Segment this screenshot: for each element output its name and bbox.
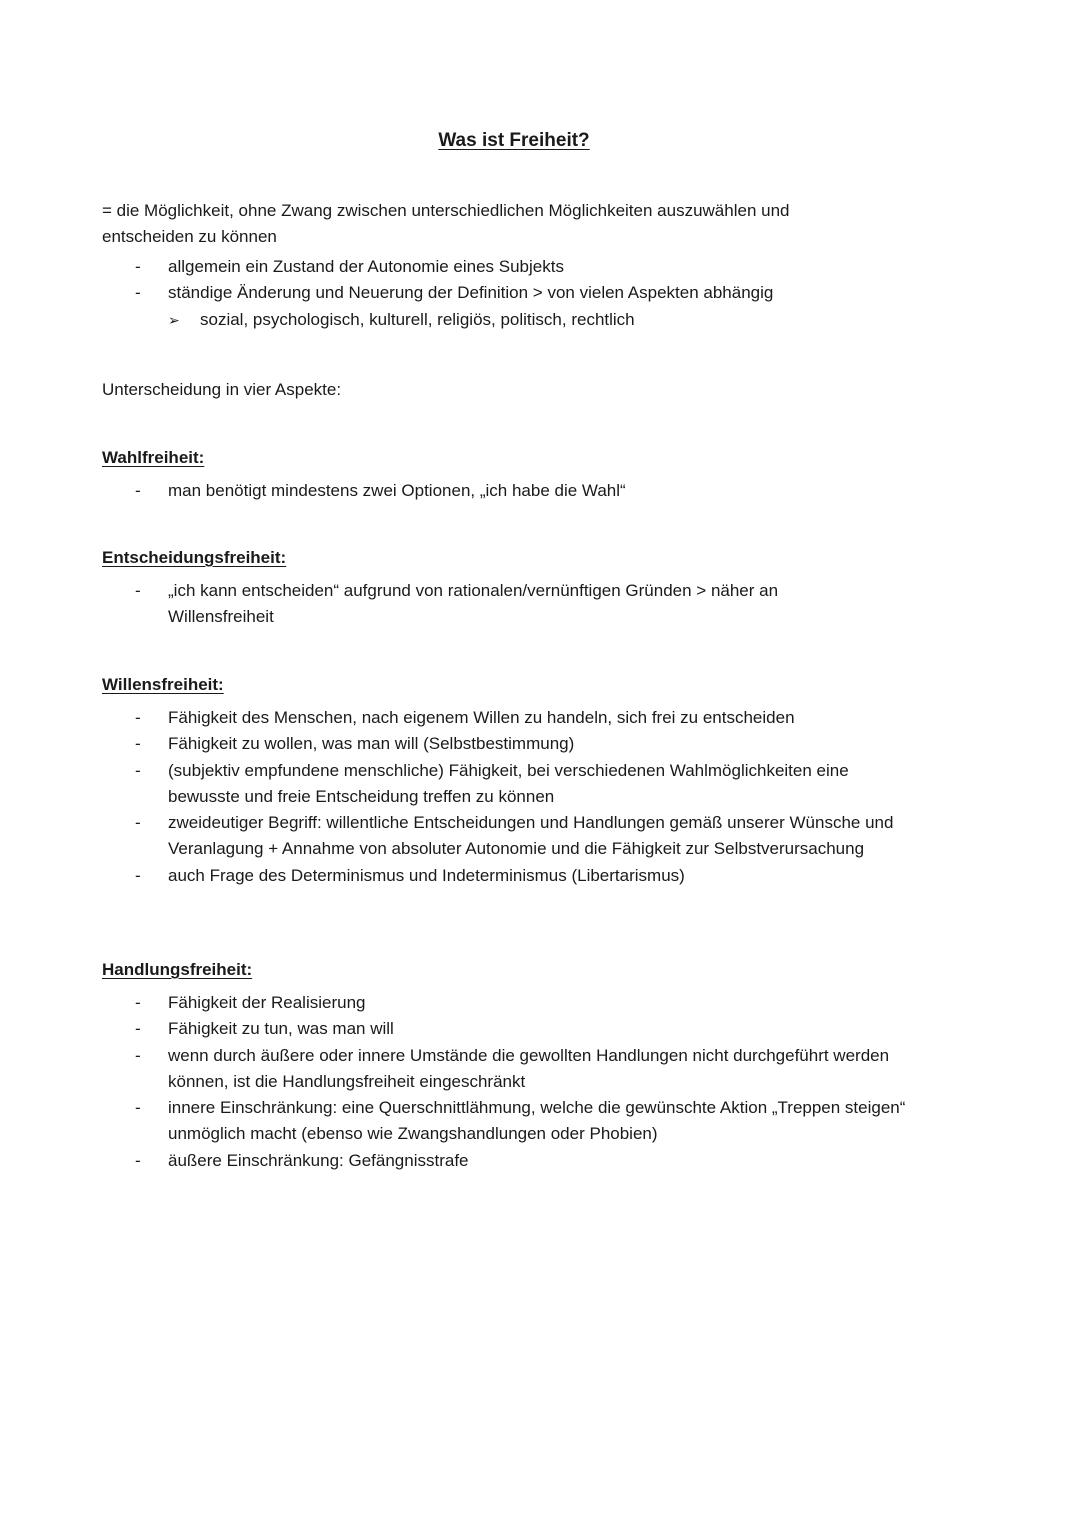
dash-bullet: -: [135, 865, 141, 885]
dash-bullet: -: [135, 1098, 141, 1118]
dash-bullet: -: [135, 708, 141, 727]
list-item: [102, 758, 922, 811]
list-item-text: (subjektiv empfundene menschliche) Fähigkeit, bei verschiedenen Wahlmöglichkeiten eine bewusste und freie Entscheidung treffen zu können: [168, 760, 849, 806]
dash-bullet: -: [135, 760, 141, 780]
section-bullet-list: [102, 990, 912, 1174]
section-willensfreiheit: [102, 672, 932, 889]
list-item: [102, 810, 922, 863]
dash-bullet: -: [135, 1019, 141, 1039]
definition-block: [102, 198, 932, 333]
dash-bullet: -: [135, 993, 141, 1012]
arrow-sub-item: [102, 307, 932, 333]
dash-bullet: -: [135, 581, 141, 600]
list-item: [102, 705, 922, 731]
list-item-text: ständige Änderung und Neuerung der Definition > von vielen Aspekten abhängig: [168, 283, 774, 303]
arrow-bullet-icon: ➢: [168, 311, 180, 328]
dash-bullet: -: [135, 1150, 141, 1170]
list-item-text: „ich kann entscheiden“ aufgrund von rationalen/vernünftigen Gründen > näher an Willensfreiheit: [168, 581, 779, 627]
list-item-text: Fähigkeit der Realisierung: [168, 993, 366, 1012]
section-wahlfreiheit: [102, 445, 932, 504]
list-item: [102, 254, 932, 280]
list-item-text: wenn durch äußere oder innere Umstände die gewollten Handlungen nicht durchgeführt werden können, ist die Handlungsfreiheit eingeschränkt: [168, 1045, 890, 1091]
list-item: [102, 1043, 912, 1096]
list-item: [102, 1016, 912, 1042]
section-heading: Wahlfreiheit:: [102, 448, 205, 467]
section-heading: Handlungsfreiheit:: [102, 960, 253, 979]
list-item: [102, 990, 912, 1016]
list-item-text: allgemein ein Zustand der Autonomie eines Subjekts: [168, 257, 564, 276]
list-item-text: Fähigkeit des Menschen, nach eigenem Willen zu handeln, sich frei zu entscheiden: [168, 708, 795, 727]
list-item: [102, 863, 922, 889]
list-item: [102, 280, 932, 306]
definition-line-1: = die Möglichkeit, ohne Zwang zwischen unterschiedlichen Möglichkeiten auszuwählen und: [102, 201, 790, 220]
intro-text: Unterscheidung in vier Aspekte:: [102, 380, 342, 399]
definition-line-2: entscheiden zu können: [102, 227, 277, 246]
section-bullet-list: [102, 578, 862, 631]
section-handlungsfreiheit: [102, 957, 932, 1174]
definition-bullet-list: [102, 254, 932, 307]
section-entscheidungsfreiheit: [102, 545, 932, 631]
list-item: [102, 578, 862, 631]
list-item: [102, 478, 932, 504]
dash-bullet: -: [135, 283, 141, 303]
list-item: [102, 731, 922, 757]
arrow-sub-item-text: sozial, psychologisch, kulturell, religiös, politisch, rechtlich: [200, 309, 635, 329]
list-item-text: Fähigkeit zu tun, was man will: [168, 1019, 394, 1039]
section-bullet-list: [102, 478, 932, 504]
dash-bullet: -: [135, 1045, 141, 1065]
section-heading: Willensfreiheit:: [102, 675, 224, 694]
list-item: [102, 1095, 912, 1148]
list-item-text: Fähigkeit zu wollen, was man will (Selbstbestimmung): [168, 734, 575, 754]
section-heading: Entscheidungsfreiheit:: [102, 548, 287, 567]
page-title: Was ist Freiheit?: [438, 130, 590, 151]
list-item-text: man benötigt mindestens zwei Optionen, „ich habe die Wahl“: [168, 481, 626, 500]
list-item-text: innere Einschränkung: eine Querschnittlähmung, welche die gewünschte Aktion „Treppen steigen“ unmöglich macht (ebenso wie Zwangshandlungen oder Phobien): [168, 1098, 906, 1144]
section-bullet-list: [102, 705, 922, 889]
list-item-text: zweideutiger Begriff: willentliche Entscheidungen und Handlungen gemäß unserer Wünsche und Veranlagung + Annahme von absoluter Autonomie und die Fähigkeit zur Selbstverursachung: [168, 813, 894, 859]
dash-bullet: -: [135, 481, 141, 500]
dash-bullet: -: [135, 257, 141, 276]
list-item-text: auch Frage des Determinismus und Indeterminismus (Libertarismus): [168, 865, 685, 885]
list-item: [102, 1148, 912, 1174]
list-item-text: äußere Einschränkung: Gefängnisstrafe: [168, 1150, 469, 1170]
dash-bullet: -: [135, 734, 141, 754]
dash-bullet: -: [135, 813, 141, 833]
